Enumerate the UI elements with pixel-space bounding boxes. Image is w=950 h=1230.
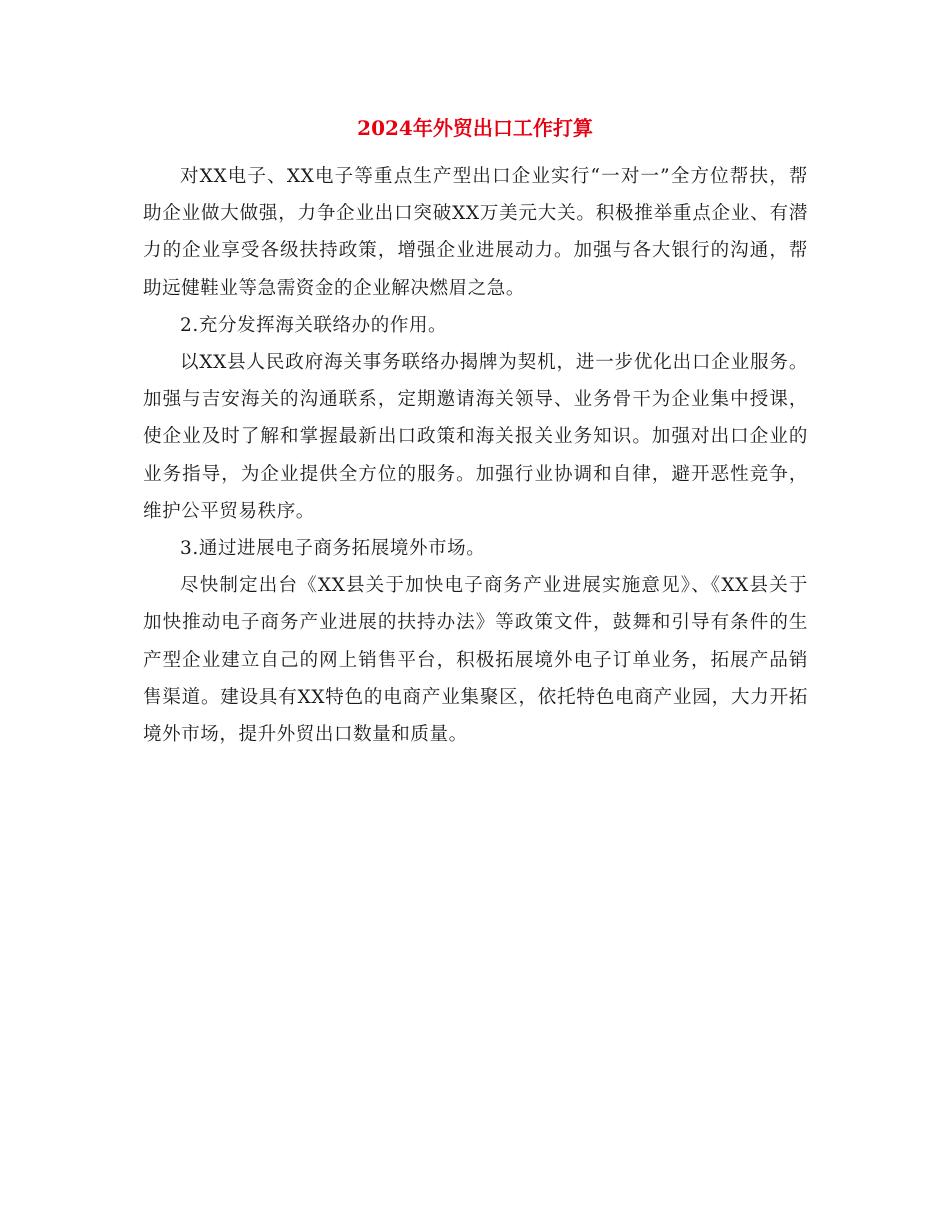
section-heading-ecommerce: 3.通过进展电子商务拓展境外市场。 <box>180 538 486 560</box>
paragraph-customs-office: 以XX县人民政府海关事务联络办揭牌为契机，进一步优化出口企业服务。加强与吉安海关的沟通联系，定期邀请海关领导、业务骨干为企业集中授课，使企业及时了解和掌握最新出口政策和海关报关业务知识。加强对出口企业的业务指导，为企业提供全方位的服务。加强行业协调和自律，避开恶性竞争，维护公平贸易秩序。 <box>143 352 808 522</box>
section-heading-customs-office: 2.充分发挥海关联络办的作用。 <box>180 314 448 336</box>
paragraph-support-enterprises: 对XX电子、XX电子等重点生产型出口企业实行“一对一”全方位帮扶，帮助企业做大做强，力争企业出口突破XX万美元大关。积极推举重点企业、有潜力的企业享受各级扶持政策，增强企业进展动力。加强与各大银行的沟通，帮助远健鞋业等急需资金的企业解决燃眉之急。 <box>143 166 808 299</box>
paragraph-ecommerce: 尽快制定出台《XX县关于加快电子商务产业进展实施意见》、《XX县关于加快推动电子商务产业进展的扶持办法》等政策文件，鼓舞和引导有条件的生产型企业建立自己的网上销售平台，积极拓展境外电子订单业务，拓展产品销售渠道。建设具有XX特色的电商产业集聚区，依托特色电商产业园，大力开拓境外市场，提升外贸出口数量和质量。 <box>143 575 808 746</box>
document-title: 2024年外贸出口工作打算 <box>357 116 593 140</box>
document-body <box>143 158 808 753</box>
